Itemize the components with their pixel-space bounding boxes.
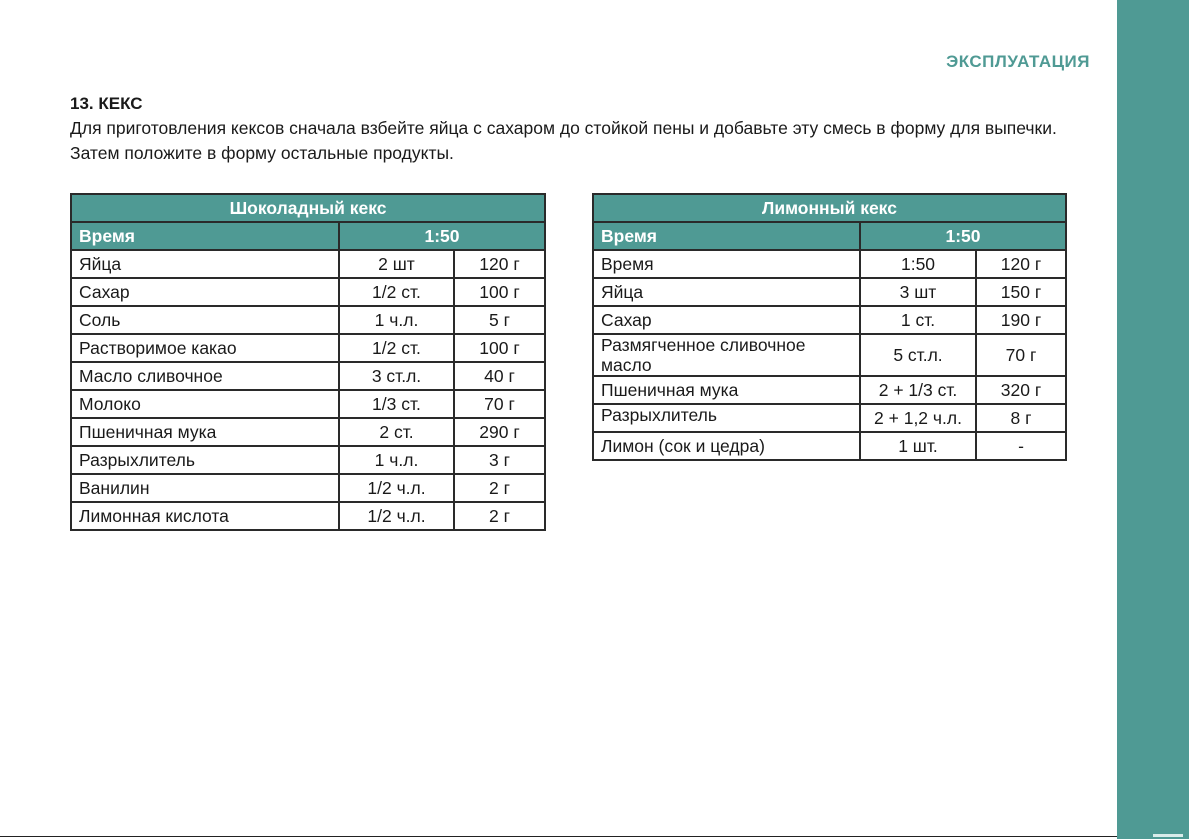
ingredient-name-cell: Лимонная кислота [71, 502, 339, 530]
weight-cell: 8 г [976, 404, 1066, 432]
weight-cell: 2 г [454, 474, 545, 502]
table-row [593, 404, 1066, 432]
time-value: 1:50 [860, 222, 1066, 250]
table-row [593, 334, 1066, 376]
weight-cell: 100 г [454, 334, 545, 362]
table-row [593, 250, 1066, 278]
ingredient-name-cell: Разрыхлитель [593, 404, 860, 432]
quantity-cell: 3 шт [860, 278, 976, 306]
quantity-cell: 5 ст.л. [860, 334, 976, 376]
table-row [71, 390, 545, 418]
ingredient-name-cell: Пшеничная мука [593, 376, 860, 404]
quantity-cell: 1 ч.л. [339, 306, 454, 334]
chocolate-cake-table [70, 193, 546, 531]
ingredient-name-cell: Лимон (сок и цедра) [593, 432, 860, 460]
ingredient-name-cell: Растворимое какао [71, 334, 339, 362]
ingredient-name-cell: Сахар [593, 306, 860, 334]
weight-cell: 320 г [976, 376, 1066, 404]
ingredient-name-cell: Размягченное сливочное масло [593, 334, 860, 376]
quantity-cell: 2 ст. [339, 418, 454, 446]
table-row [593, 376, 1066, 404]
time-value: 1:50 [339, 222, 545, 250]
weight-cell: 120 г [976, 250, 1066, 278]
table-row [593, 432, 1066, 460]
table-row [593, 278, 1066, 306]
table-row [71, 446, 545, 474]
intro-paragraph: Для приготовления кексов сначала взбейте яйца с сахаром до стойкой пены и добавьте эту смесь в форму для выпечки. Затем положите в форму остальные продукты. [70, 118, 1057, 163]
weight-cell: 70 г [454, 390, 545, 418]
bottom-rule [0, 836, 1117, 837]
time-label: Время [593, 222, 860, 250]
table-body [593, 250, 1066, 460]
ingredient-name-cell: Масло сливочное [71, 362, 339, 390]
table-caption-row [71, 194, 545, 222]
quantity-cell: 1/3 ст. [339, 390, 454, 418]
table-time-row [593, 222, 1066, 250]
quantity-cell: 1/2 ч.л. [339, 502, 454, 530]
weight-cell: 2 г [454, 502, 545, 530]
weight-cell: - [976, 432, 1066, 460]
weight-cell: 40 г [454, 362, 545, 390]
weight-cell: 190 г [976, 306, 1066, 334]
ingredient-name-cell: Пшеничная мука [71, 418, 339, 446]
quantity-cell: 1/2 ст. [339, 278, 454, 306]
table-row [71, 474, 545, 502]
section-label: ЭКСПЛУАТАЦИЯ [946, 52, 1090, 71]
table-row [71, 334, 545, 362]
section-heading: 13. КЕКС [70, 94, 143, 113]
weight-cell: 290 г [454, 418, 545, 446]
table-row [71, 362, 545, 390]
table-time-row [71, 222, 545, 250]
table-caption-row [593, 194, 1066, 222]
ingredient-name-cell: Разрыхлитель [71, 446, 339, 474]
ingredient-name-cell: Соль [71, 306, 339, 334]
quantity-cell: 1 шт. [860, 432, 976, 460]
quantity-cell: 1 ч.л. [339, 446, 454, 474]
weight-cell: 120 г [454, 250, 545, 278]
quantity-cell: 1 ст. [860, 306, 976, 334]
table-row [71, 306, 545, 334]
weight-cell: 150 г [976, 278, 1066, 306]
time-label: Время [71, 222, 339, 250]
side-color-bar [1117, 0, 1189, 839]
quantity-cell: 2 + 1,2 ч.л. [860, 404, 976, 432]
quantity-cell: 2 + 1/3 ст. [860, 376, 976, 404]
ingredient-name-cell: Молоко [71, 390, 339, 418]
ingredient-name-cell: Яйца [71, 250, 339, 278]
table-title: Лимонный кекс [593, 194, 1066, 222]
side-bar-notch [1153, 834, 1183, 837]
weight-cell: 3 г [454, 446, 545, 474]
weight-cell: 5 г [454, 306, 545, 334]
table-row [71, 502, 545, 530]
weight-cell: 70 г [976, 334, 1066, 376]
lemon-cake-table [592, 193, 1067, 461]
weight-cell: 100 г [454, 278, 545, 306]
ingredient-name-cell: Яйца [593, 278, 860, 306]
quantity-cell: 3 ст.л. [339, 362, 454, 390]
table-row [71, 418, 545, 446]
table-body [71, 250, 545, 530]
ingredient-name-cell: Ванилин [71, 474, 339, 502]
ingredient-name-cell: Сахар [71, 278, 339, 306]
table-row [71, 278, 545, 306]
quantity-cell: 1:50 [860, 250, 976, 278]
table-row [71, 250, 545, 278]
quantity-cell: 1/2 ст. [339, 334, 454, 362]
table-row [593, 306, 1066, 334]
quantity-cell: 2 шт [339, 250, 454, 278]
ingredient-name-cell: Время [593, 250, 860, 278]
quantity-cell: 1/2 ч.л. [339, 474, 454, 502]
table-title: Шоколадный кекс [71, 194, 545, 222]
